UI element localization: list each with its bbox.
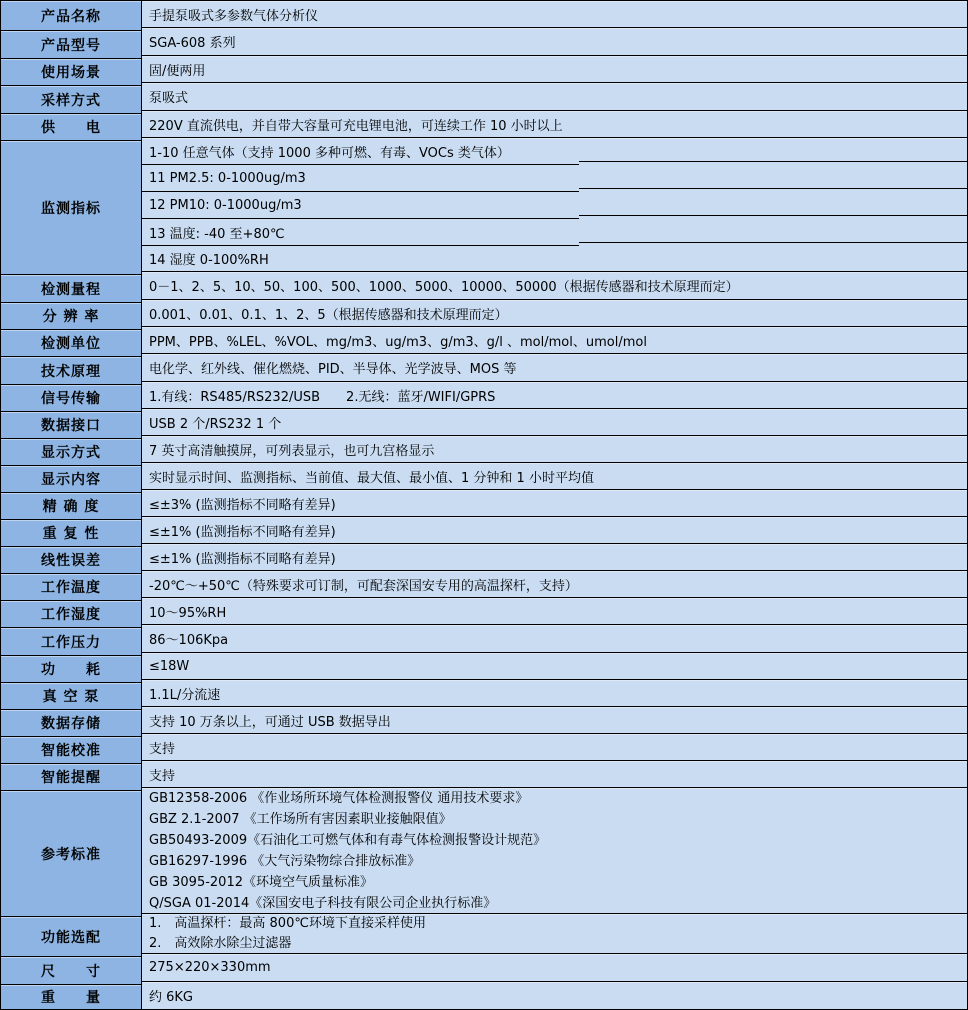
label-sampling-method: 采样方式 [1,86,141,114]
label-resolution: 分 辨 率 [1,303,141,330]
value-smart-reminder: 支持 [142,761,967,788]
label-signal-transmission: 信号传输 [1,385,141,412]
value-working-humidity: 10～95%RH [142,598,967,625]
reference-standard-item: GB16297-1996 《大气污染物综合排放标准》 [149,853,421,869]
label-power-supply: 供 电 [1,114,141,141]
label-vacuum-pump: 真 空 泵 [1,683,141,710]
label-dimensions: 尺 寸 [1,957,141,985]
value-detection-unit: PPM、PPB、%LEL、%VOL、mg/m3、ug/m3、g/m3、g/l 、mol/mol、umol/mol [142,327,967,354]
reference-standard-item: GBZ 2.1-2007 《工作场所有害因素职业接触限值》 [149,811,452,827]
reference-standard-item: Q/SGA 01-2014《深国安电子科技有限公司企业执行标准》 [149,895,497,911]
optional-feature-item: 2. 高效除水除尘过滤器 [149,935,292,951]
value-working-temperature: -20℃～+50℃（特殊要求可订制，可配套深国安专用的高温探杆，支持） [142,571,967,598]
monitoring-indicator-item: 12 PM10: 0-1000ug/m3 [142,192,579,219]
value-resolution: 0.001、0.01、0.1、1、2、5（根据传感器和技术原理而定） [142,300,967,327]
label-data-storage: 数据存储 [1,710,141,737]
value-display-content: 实时显示时间、监测指标、当前值、最大值、最小值、1 分钟和 1 小时平均值 [142,463,967,490]
optional-feature-item: 1. 高温探杆：最高 800℃环境下直接采样使用 [149,915,426,931]
monitoring-indicator-list [142,138,579,271]
label-smart-reminder: 智能提醒 [1,764,141,791]
value-vacuum-pump: 1.1L/分流速 [142,680,967,707]
label-working-temperature: 工作温度 [1,574,141,601]
value-usage-scenario: 固/便两用 [142,56,967,83]
value-monitoring-indicators [142,138,967,272]
label-power-consumption: 功 耗 [1,656,141,683]
reference-standard-item: GB12358-2006 《作业场所环境气体检测报警仪 通用技术要求》 [149,790,529,806]
label-weight: 重 量 [1,985,141,1009]
value-linearity-error: ≤±1% (监测指标不同略有差异) [142,544,967,571]
value-optional-features [142,914,967,954]
value-repeatability: ≤±1% (监测指标不同略有差异) [142,517,967,544]
value-weight: 约 6KG [142,982,967,1009]
label-smart-calibration: 智能校准 [1,737,141,764]
label-repeatability: 重 复 性 [1,520,141,547]
label-working-pressure: 工作压力 [1,628,141,656]
monitoring-indicator-right-cells [579,138,967,271]
value-display-mode: 7 英寸高清触摸屏，可列表显示，也可九宫格显示 [142,436,967,463]
value-column [142,1,967,1009]
value-sampling-method: 泵吸式 [142,83,967,111]
reference-standard-item: GB 3095-2012《环境空气质量标准》 [149,874,373,890]
label-display-content: 显示内容 [1,466,141,493]
label-monitoring-indicators: 监测指标 [1,141,141,275]
monitoring-indicator-item: 14 湿度 0-100%RH [149,253,269,268]
label-product-name: 产品名称 [1,1,141,31]
label-accuracy: 精 确 度 [1,493,141,520]
reference-standard-item: GB50493-2009《石油化工可燃气体和有毒气体检测报警设计规范》 [149,832,547,848]
value-data-interface: USB 2 个/RS232 1 个 [142,409,967,436]
label-data-interface: 数据接口 [1,412,141,439]
value-power-consumption: ≤18W [142,653,967,680]
monitoring-indicator-item: 13 温度: -40 至+80℃ [142,219,579,246]
value-working-pressure: 86～106Kpa [142,625,967,653]
value-detection-range: 0－1、2、5、10、50、100、500、1000、5000、10000、50000（根据传感器和技术原理而定） [142,272,967,300]
label-reference-standards: 参考标准 [1,791,141,917]
monitoring-indicator-item: 11 PM2.5: 0-1000ug/m3 [142,165,579,192]
value-data-storage: 支持 10 万条以上，可通过 USB 数据导出 [142,707,967,734]
label-display-mode: 显示方式 [1,439,141,466]
value-signal-transmission: 1.有线：RS485/RS232/USB 2.无线：蓝牙/WIFI/GPRS [142,382,967,409]
value-power-supply: 220V 直流供电，并自带大容量可充电锂电池，可连续工作 10 小时以上 [142,111,967,138]
label-working-humidity: 工作湿度 [1,601,141,628]
label-technical-principle: 技术原理 [1,357,141,385]
label-linearity-error: 线性误差 [1,547,141,574]
label-optional-features: 功能选配 [1,917,141,957]
label-column [1,1,142,1009]
value-smart-calibration: 支持 [142,734,967,761]
label-detection-range: 检测量程 [1,275,141,303]
value-technical-principle: 电化学、红外线、催化燃烧、PID、半导体、光学波导、MOS 等 [142,354,967,382]
value-product-model: SGA-608 系列 [142,28,967,56]
monitoring-indicator-item: 1-10 任意气体（支持 1000 多种可燃、有毒、VOCs 类气体） [142,138,579,165]
value-product-name: 手提泵吸式多参数气体分析仪 [142,1,967,28]
label-usage-scenario: 使用场景 [1,59,141,86]
label-product-model: 产品型号 [1,31,141,59]
value-reference-standards [142,788,967,914]
value-accuracy: ≤±3% (监测指标不同略有差异) [142,490,967,517]
value-dimensions: 275×220×330mm [142,954,967,982]
label-detection-unit: 检测单位 [1,330,141,357]
